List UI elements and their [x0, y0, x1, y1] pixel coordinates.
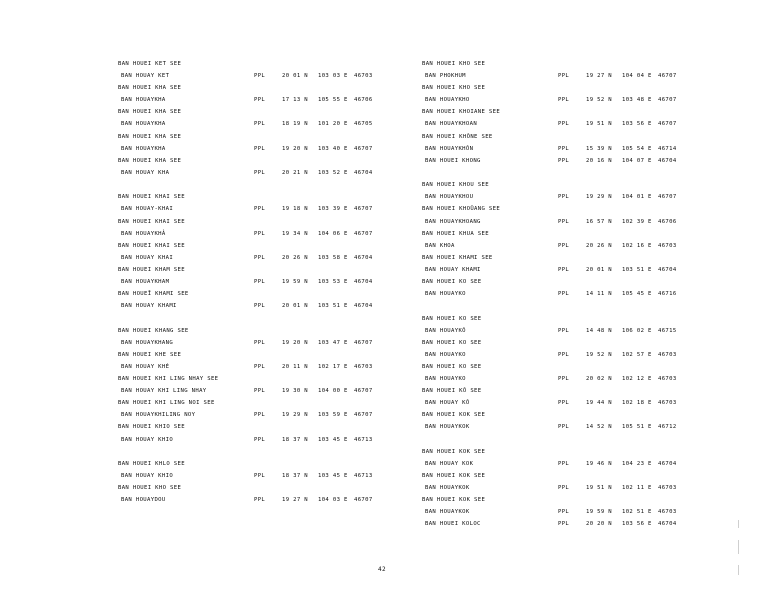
cross-reference-row	[118, 106, 418, 118]
map-sheet-code: 46707	[658, 194, 677, 201]
longitude: 102 11 E	[622, 485, 652, 492]
place-entry-row	[422, 264, 722, 276]
cross-reference-text: BAN HOUEI KO SEE	[422, 363, 482, 370]
map-sheet-code: 46707	[354, 388, 373, 395]
latitude: 20 02 N	[586, 376, 613, 383]
longitude: 104 07 E	[622, 157, 652, 164]
place-entry-row	[422, 373, 722, 385]
feature-class: PPL	[254, 363, 266, 370]
cross-reference-row	[118, 131, 418, 143]
cross-reference-row	[118, 216, 418, 228]
place-entry-row	[422, 506, 722, 518]
cross-reference-row	[118, 155, 418, 167]
cross-reference-row	[422, 131, 722, 143]
map-sheet-code: 46704	[354, 254, 373, 261]
longitude: 102 16 E	[622, 242, 652, 249]
cross-reference-row	[118, 288, 418, 300]
map-sheet-code: 46704	[354, 169, 373, 176]
map-sheet-code: 46707	[354, 230, 373, 237]
map-sheet-code: 46707	[354, 497, 373, 504]
latitude: 19 34 N	[282, 230, 309, 237]
place-name: BAN HOUAY KHAI	[121, 254, 174, 261]
cross-reference-text: BAN HOUEI KHAM SEE	[118, 266, 185, 273]
latitude: 19 27 N	[586, 73, 613, 80]
place-entry-row	[422, 155, 722, 167]
longitude: 104 03 E	[318, 497, 348, 504]
latitude: 19 51 N	[586, 121, 613, 128]
cross-reference-text: BAN HOUEI KOK SEE	[422, 497, 486, 504]
place-name: BAN HOUAYKO	[425, 351, 466, 358]
place-name: BAN HOUEI KHONG	[425, 157, 481, 164]
cross-reference-row	[118, 373, 418, 385]
map-sheet-code: 46707	[658, 73, 677, 80]
cross-reference-row	[118, 82, 418, 94]
cross-reference-row	[422, 313, 722, 325]
latitude: 15 39 N	[586, 145, 613, 152]
latitude: 19 27 N	[282, 497, 309, 504]
latitude: 20 26 N	[282, 254, 309, 261]
cross-reference-text: BAN HOUEI KET SEE	[118, 61, 182, 67]
cross-reference-text: BAN HOUEI KHÔNE SEE	[422, 133, 493, 140]
cross-reference-text: BAN HOUEI KHA SEE	[118, 157, 182, 164]
row-spacer	[118, 312, 418, 324]
place-entry-row	[118, 434, 418, 446]
longitude: 103 45 E	[318, 436, 348, 443]
place-name: BAN HOUAYKHOU	[425, 194, 474, 201]
latitude: 20 01 N	[282, 73, 309, 80]
latitude: 16 57 N	[586, 218, 613, 225]
feature-class: PPL	[558, 327, 570, 334]
latitude: 20 11 N	[282, 363, 309, 370]
place-entry-row	[118, 203, 418, 215]
feature-class: PPL	[558, 242, 570, 249]
cross-reference-row	[118, 421, 418, 433]
cross-reference-row	[422, 494, 722, 506]
latitude: 19 59 N	[586, 509, 613, 516]
longitude: 102 17 E	[318, 363, 348, 370]
place-name: BAN HOUAY KHI LING NHAY	[121, 388, 207, 395]
cross-reference-text: BAN HOUEI KHA SEE	[118, 109, 182, 116]
cross-reference-row	[422, 228, 722, 240]
cross-reference-row	[422, 409, 722, 421]
place-entry-row	[422, 325, 722, 337]
longitude: 103 56 E	[622, 521, 652, 528]
feature-class: PPL	[254, 339, 266, 346]
latitude: 20 16 N	[586, 157, 613, 164]
feature-class: PPL	[558, 218, 570, 225]
place-name: BAN HOUAYKOK	[425, 424, 470, 431]
latitude: 20 21 N	[282, 169, 309, 176]
map-sheet-code: 46704	[354, 303, 373, 310]
place-entry-row	[422, 191, 722, 203]
feature-class: PPL	[558, 400, 570, 407]
cross-reference-row	[118, 191, 418, 203]
place-entry-row	[118, 70, 418, 82]
place-entry-row	[422, 70, 722, 82]
feature-class: PPL	[254, 73, 266, 80]
cross-reference-row	[118, 349, 418, 361]
longitude: 103 03 E	[318, 73, 348, 80]
place-name: BAN HOUAYKHANG	[121, 339, 174, 346]
map-sheet-code: 46707	[354, 339, 373, 346]
place-name: BAN HOUAY KOK	[425, 460, 474, 467]
place-name: BAN HOUAYKHILING NOY	[121, 412, 196, 419]
cross-reference-row	[118, 458, 418, 470]
feature-class: PPL	[254, 145, 266, 152]
longitude: 105 45 E	[622, 291, 652, 298]
longitude: 102 57 E	[622, 351, 652, 358]
cross-reference-text: BAN HOUEI KHAI SEE	[118, 218, 185, 225]
latitude: 18 19 N	[282, 121, 309, 128]
cross-reference-row	[118, 58, 418, 70]
map-sheet-code: 46704	[658, 521, 677, 528]
map-sheet-code: 46704	[658, 460, 677, 467]
feature-class: PPL	[558, 97, 570, 104]
longitude: 105 51 E	[622, 424, 652, 431]
cross-reference-text: BAN HOUEI KHE SEE	[118, 351, 182, 358]
cross-reference-text: BAN HOUEI KO SEE	[422, 278, 482, 285]
feature-class: PPL	[254, 121, 266, 128]
page-number: 42	[378, 566, 387, 573]
place-entry-row	[422, 94, 722, 106]
map-sheet-code: 46706	[354, 97, 373, 104]
feature-class: PPL	[254, 230, 266, 237]
cross-reference-text: BAN HOUEI KOK SEE	[422, 448, 486, 455]
feature-class: PPL	[558, 424, 570, 431]
map-sheet-code: 46705	[354, 121, 373, 128]
latitude: 20 26 N	[586, 242, 613, 249]
map-sheet-code: 46703	[658, 509, 677, 516]
feature-class: PPL	[254, 412, 266, 419]
latitude: 18 37 N	[282, 436, 309, 443]
place-name: BAN HOUAYKHA	[121, 97, 166, 104]
latitude: 18 37 N	[282, 473, 309, 480]
map-sheet-code: 46715	[658, 327, 677, 334]
latitude: 14 52 N	[586, 424, 613, 431]
longitude: 105 54 E	[622, 145, 652, 152]
feature-class: PPL	[558, 291, 570, 298]
feature-class: PPL	[254, 169, 266, 176]
longitude: 101 20 E	[318, 121, 348, 128]
cross-reference-text: BAN HOUEI KOK SEE	[422, 473, 486, 480]
place-entry-row	[422, 118, 722, 130]
cross-reference-row	[422, 203, 722, 215]
cross-reference-row	[422, 361, 722, 373]
longitude: 102 51 E	[622, 509, 652, 516]
feature-class: PPL	[254, 278, 266, 285]
row-spacer	[118, 179, 418, 191]
feature-class: PPL	[558, 509, 570, 516]
cross-reference-text: BAN HOUEI KHA SEE	[118, 85, 182, 92]
longitude: 103 51 E	[318, 303, 348, 310]
map-sheet-code: 46707	[354, 206, 373, 213]
place-name: BAN HOUAYDOU	[121, 497, 166, 504]
place-entry-row	[118, 300, 418, 312]
map-sheet-code: 46703	[658, 400, 677, 407]
place-entry-row	[422, 349, 722, 361]
map-sheet-code: 46703	[658, 242, 677, 249]
longitude: 102 39 E	[622, 218, 652, 225]
place-entry-row	[118, 94, 418, 106]
cross-reference-text: BAN HOUEI KHA SEE	[118, 133, 182, 140]
cross-reference-row	[422, 470, 722, 482]
feature-class: PPL	[558, 460, 570, 467]
map-sheet-code: 46704	[354, 278, 373, 285]
map-sheet-code: 46703	[658, 376, 677, 383]
place-name: BAN HOUAY KET	[121, 73, 170, 80]
longitude: 102 12 E	[622, 376, 652, 383]
place-entry-row	[118, 470, 418, 482]
map-sheet-code: 46714	[658, 145, 677, 152]
longitude: 103 45 E	[318, 473, 348, 480]
latitude: 20 20 N	[586, 521, 613, 528]
feature-class: PPL	[558, 521, 570, 528]
longitude: 104 23 E	[622, 460, 652, 467]
place-entry-row	[422, 288, 722, 300]
place-entry-row	[118, 167, 418, 179]
latitude: 19 52 N	[586, 351, 613, 358]
cross-reference-row	[118, 325, 418, 337]
latitude: 19 44 N	[586, 400, 613, 407]
latitude: 17 13 N	[282, 97, 309, 104]
map-sheet-code: 46703	[354, 363, 373, 370]
place-entry-row	[422, 482, 722, 494]
longitude: 103 56 E	[622, 121, 652, 128]
place-name: BAN HOUAY KHAMI	[425, 266, 481, 273]
longitude: 103 40 E	[318, 145, 348, 152]
place-name: BAN HOUAY KÔ	[425, 400, 470, 407]
place-name: BAN HOUAY-KHAI	[121, 206, 174, 213]
cross-reference-text: BAN HOUEI KHAI SEE	[118, 242, 185, 249]
map-sheet-code: 46703	[658, 351, 677, 358]
cross-reference-text: BAN HOUEI KHAMI SEE	[422, 254, 493, 261]
cross-reference-row	[422, 58, 722, 70]
latitude: 19 29 N	[586, 194, 613, 201]
place-name: BAN HOUAY KHÉ	[121, 363, 170, 370]
map-sheet-code: 46713	[354, 473, 373, 480]
feature-class: PPL	[254, 97, 266, 104]
cross-reference-text: BAN HOUEI KHANG SEE	[118, 327, 189, 334]
map-sheet-code: 46707	[354, 145, 373, 152]
scan-margin-mark	[738, 520, 739, 528]
map-sheet-code: 46707	[658, 121, 677, 128]
longitude: 104 06 E	[318, 230, 348, 237]
place-name: BAN HOUAYKÔ	[425, 327, 466, 334]
cross-reference-text: BAN HOUEI KOK SEE	[422, 412, 486, 419]
feature-class: PPL	[254, 254, 266, 261]
place-entry-row	[118, 252, 418, 264]
latitude: 19 51 N	[586, 485, 613, 492]
longitude: 102 18 E	[622, 400, 652, 407]
place-name: BAN HOUAYKHOAN	[425, 121, 478, 128]
place-name: BAN HOUAY KHAMI	[121, 303, 177, 310]
cross-reference-text: BAN HOUEI KO SEE	[422, 315, 482, 322]
latitude: 14 48 N	[586, 327, 613, 334]
longitude: 103 47 E	[318, 339, 348, 346]
feature-class: PPL	[254, 206, 266, 213]
cross-reference-text: BAN HOUEI KHO SEE	[422, 85, 486, 92]
cross-reference-text: BAN HOUEI KHUA SEE	[422, 230, 489, 237]
latitude: 19 52 N	[586, 97, 613, 104]
longitude: 103 53 E	[318, 278, 348, 285]
cross-reference-row	[118, 397, 418, 409]
feature-class: PPL	[558, 266, 570, 273]
cross-reference-row	[422, 106, 722, 118]
cross-reference-row	[118, 264, 418, 276]
latitude: 19 29 N	[282, 412, 309, 419]
row-spacer	[422, 434, 722, 446]
feature-class: PPL	[558, 157, 570, 164]
place-name: BAN HOUAYKHO	[425, 97, 470, 104]
cross-reference-text: BAN HOUEI KHI LING NHAY SEE	[118, 376, 219, 383]
cross-reference-row	[422, 385, 722, 397]
feature-class: PPL	[254, 388, 266, 395]
cross-reference-text: BAN HOUEI KHOIANE SEE	[422, 109, 501, 116]
longitude: 104 00 E	[318, 388, 348, 395]
place-name: BAN HOUAYKOK	[425, 485, 470, 492]
place-entry-row	[118, 276, 418, 288]
longitude: 103 51 E	[622, 266, 652, 273]
place-name: BAN HOUAYKHA	[121, 145, 166, 152]
cross-reference-text: BAN HOUEI KO SEE	[422, 339, 482, 346]
place-entry-row	[422, 240, 722, 252]
longitude: 103 52 E	[318, 169, 348, 176]
cross-reference-row	[422, 179, 722, 191]
place-entry-row	[118, 409, 418, 421]
feature-class: PPL	[254, 436, 266, 443]
map-sheet-code: 46712	[658, 424, 677, 431]
map-sheet-code: 46703	[658, 485, 677, 492]
latitude: 19 30 N	[282, 388, 309, 395]
map-sheet-code: 46704	[658, 266, 677, 273]
cross-reference-text: BAN HOUEI KHIO SEE	[118, 424, 185, 431]
place-entry-row	[118, 143, 418, 155]
place-name: BAN KHOA	[425, 242, 455, 249]
place-name: BAN HOUAYKHẢ	[121, 230, 166, 237]
cross-reference-row	[422, 252, 722, 264]
latitude: 20 01 N	[586, 266, 613, 273]
cross-reference-text: BAN HOUEI KHOU SEE	[422, 182, 489, 189]
place-entry-row	[422, 458, 722, 470]
row-spacer	[422, 167, 722, 179]
cross-reference-text: BAN HOUEI KHOÜANG SEE	[422, 206, 501, 213]
scan-margin-mark	[738, 540, 739, 554]
feature-class: PPL	[558, 351, 570, 358]
place-name: BAN PHOKHUM	[425, 73, 466, 80]
place-entry-row	[118, 118, 418, 130]
feature-class: PPL	[558, 194, 570, 201]
latitude: 20 01 N	[282, 303, 309, 310]
place-name: BAN HOUAY KHIO	[121, 473, 174, 480]
feature-class: PPL	[254, 473, 266, 480]
cross-reference-row	[118, 240, 418, 252]
left-column	[118, 58, 418, 506]
place-name: BAN HOUAYKO	[425, 291, 466, 298]
longitude: 103 48 E	[622, 97, 652, 104]
place-entry-row	[422, 216, 722, 228]
place-entry-row	[118, 361, 418, 373]
map-sheet-code: 46703	[354, 73, 373, 80]
place-entry-row	[118, 337, 418, 349]
map-sheet-code: 46704	[658, 157, 677, 164]
cross-reference-text: BAN HOUEĪ KHAMI SEE	[118, 291, 189, 298]
feature-class: PPL	[558, 145, 570, 152]
cross-reference-row	[422, 82, 722, 94]
longitude: 103 59 E	[318, 412, 348, 419]
place-entry-row	[118, 228, 418, 240]
latitude: 14 11 N	[586, 291, 613, 298]
longitude: 105 55 E	[318, 97, 348, 104]
feature-class: PPL	[558, 121, 570, 128]
latitude: 19 20 N	[282, 339, 309, 346]
place-entry-row	[422, 518, 722, 530]
feature-class: PPL	[558, 485, 570, 492]
feature-class: PPL	[558, 376, 570, 383]
cross-reference-text: BAN HOUEI KHO SEE	[118, 485, 182, 492]
row-spacer	[422, 300, 722, 312]
place-entry-row	[118, 385, 418, 397]
latitude: 19 18 N	[282, 206, 309, 213]
place-name: BAN HOUAY KHIO	[121, 436, 174, 443]
place-name: BAN HOUAY KHA	[121, 169, 170, 176]
cross-reference-row	[422, 446, 722, 458]
map-sheet-code: 46706	[658, 218, 677, 225]
feature-class: PPL	[558, 73, 570, 80]
place-name: BAN HOUEI KOLOC	[425, 521, 481, 528]
place-name: BAN HOUAYKOK	[425, 509, 470, 516]
place-entry-row	[118, 494, 418, 506]
latitude: 19 46 N	[586, 460, 613, 467]
map-sheet-code: 46707	[658, 97, 677, 104]
longitude: 103 39 E	[318, 206, 348, 213]
feature-class: PPL	[254, 497, 266, 504]
cross-reference-text: BAN HOUEI KÔ SEE	[422, 388, 482, 395]
cross-reference-text: BAN HOUEI KHAI SEE	[118, 194, 185, 201]
cross-reference-text: BAN HOUEI KHLO SEE	[118, 460, 185, 467]
place-entry-row	[422, 143, 722, 155]
longitude: 104 01 E	[622, 194, 652, 201]
longitude: 106 02 E	[622, 327, 652, 334]
place-name: BAN HOUAYKHA	[121, 121, 166, 128]
map-sheet-code: 46707	[354, 412, 373, 419]
cross-reference-text: BAN HOUEI KHI LING NOI SEE	[118, 400, 215, 407]
row-spacer	[118, 446, 418, 458]
place-entry-row	[422, 397, 722, 409]
cross-reference-row	[118, 482, 418, 494]
scan-margin-mark	[738, 565, 739, 575]
place-name: BAN HOUAYKHÔN	[425, 145, 474, 152]
longitude: 104 04 E	[622, 73, 652, 80]
map-sheet-code: 46716	[658, 291, 677, 298]
right-column	[422, 58, 722, 531]
place-name: BAN HOUAYKHAM	[121, 278, 170, 285]
place-name: BAN HOUAYKO	[425, 376, 466, 383]
latitude: 19 59 N	[282, 278, 309, 285]
cross-reference-row	[422, 276, 722, 288]
feature-class: PPL	[254, 303, 266, 310]
longitude: 103 58 E	[318, 254, 348, 261]
place-name: BAN HOUAYKHOANG	[425, 218, 481, 225]
place-entry-row	[422, 421, 722, 433]
cross-reference-row	[422, 337, 722, 349]
cross-reference-text: BAN HOUEI KHO SEE	[422, 61, 486, 67]
latitude: 19 20 N	[282, 145, 309, 152]
map-sheet-code: 46713	[354, 436, 373, 443]
